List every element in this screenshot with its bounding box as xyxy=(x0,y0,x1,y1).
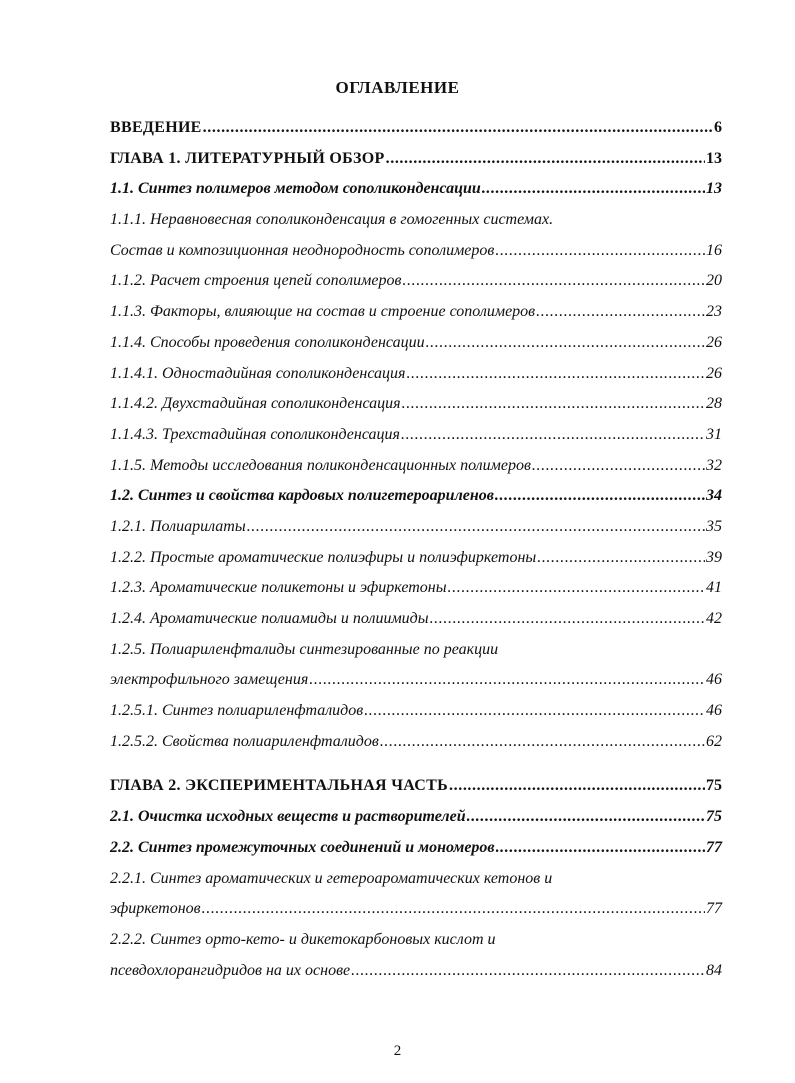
toc-entry-chapter-1: ГЛАВА 1. ЛИТЕРАТУРНЫЙ ОБЗОР ..... 13 xyxy=(110,144,722,175)
toc-entry: 1.2.2. Простые ароматические полиэфиры и полиэфиркетоны ..... 39 xyxy=(110,543,722,574)
toc-entry: 1.2.5. Полиариленфталиды синтезированные по реакции xyxy=(110,640,499,658)
toc-entry: эфиркетонов ..... 77 xyxy=(110,894,722,925)
toc-entry: 1.1.1. Неравновесная сополиконденсация в гомогенных системах. xyxy=(110,211,554,229)
toc-entry: 2.1. Очистка исходных веществ и растворителей ..... 75 xyxy=(110,802,722,833)
toc-entry: 2.2.2. Синтез орто-кето- и дикетокарбоновых кислот и xyxy=(110,930,496,948)
toc-entry: 1.2.3. Ароматические поликетоны и эфиркетоны ..... 41 xyxy=(110,573,722,604)
toc-entry: 1.1.3. Факторы, влияющие на состав и строение сополимеров ..... 23 xyxy=(110,297,722,328)
toc-entry: 1.2.4. Ароматические полиамиды и полиимиды ..... 42 xyxy=(110,604,722,635)
toc-entry: псевдохлорангидридов на их основе ..... 84 xyxy=(110,956,722,987)
table-of-contents xyxy=(110,113,722,986)
toc-entry: 1.1. Синтез полимеров методом сополиконденсации ..... 13 xyxy=(110,174,722,205)
page-title: ОГЛАВЛЕНИЕ xyxy=(335,78,460,97)
toc-entry: 1.2.5.2. Свойства полиариленфталидов ..... 62 xyxy=(110,727,722,758)
toc-entry: 2.2.1. Синтез ароматических и гетероароматических кетонов и xyxy=(110,869,553,887)
toc-entry: 1.2. Синтез и свойства кардовых полигетероариленов ..... 34 xyxy=(110,481,722,512)
toc-entry-introduction: ВВЕДЕНИЕ ..... 6 xyxy=(110,113,722,144)
toc-entry: 1.1.4.1. Одностадийная сополиконденсация ..... 26 xyxy=(110,359,722,390)
toc-entry: 1.2.5.1. Синтез полиариленфталидов ..... 46 xyxy=(110,696,722,727)
toc-entry: электрофильного замещения ..... 46 xyxy=(110,665,722,696)
toc-entry: 1.1.4.2. Двухстадийная сополиконденсация ..... 28 xyxy=(110,389,722,420)
toc-entry: 1.1.2. Расчет строения цепей сополимеров ..... 20 xyxy=(110,266,722,297)
toc-entry: 2.2. Синтез промежуточных соединений и мономеров ..... 77 xyxy=(110,833,722,864)
toc-entry: Состав и композиционная неоднородность сополимеров ..... 16 xyxy=(110,236,722,267)
toc-entry: 1.2.1. Полиарилаты ..... 35 xyxy=(110,512,722,543)
toc-entry: 1.1.5. Методы исследования поликонденсационных полимеров ..... 32 xyxy=(110,451,722,482)
toc-entry: 1.1.4.3. Трехстадийная сополиконденсация ..... 31 xyxy=(110,420,722,451)
page-number: 2 xyxy=(393,1043,402,1059)
toc-entry-chapter-2: ГЛАВА 2. ЭКСПЕРИМЕНТАЛЬНАЯ ЧАСТЬ ..... 75 xyxy=(110,771,722,802)
toc-entry: 1.1.4. Способы проведения сополиконденсации ..... 26 xyxy=(110,328,722,359)
